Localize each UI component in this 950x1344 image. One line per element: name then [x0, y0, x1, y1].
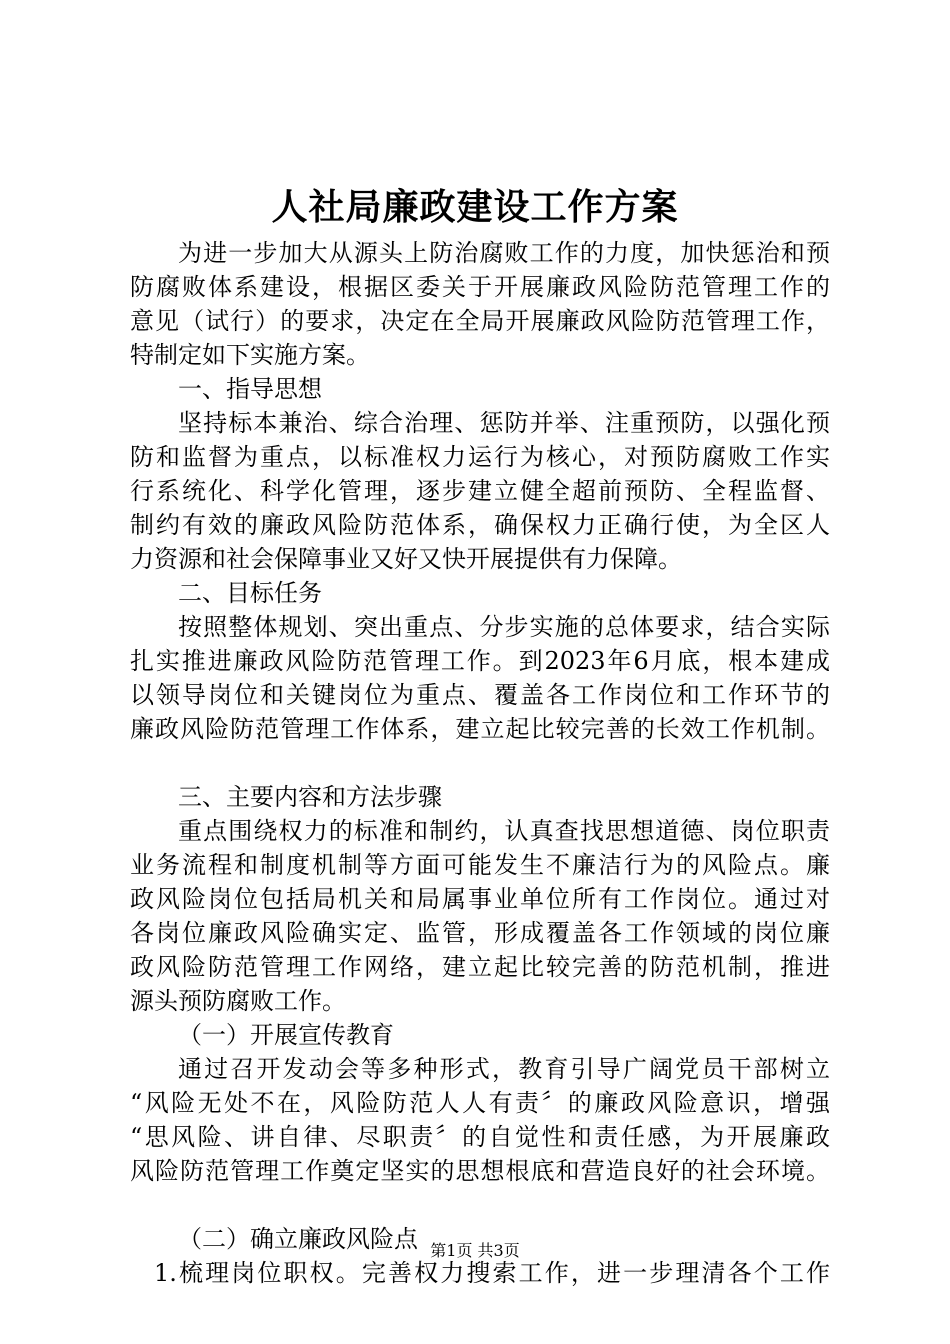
paragraph-line: 力资源和社会保障事业又好又快开展提供有力保障。	[130, 545, 682, 573]
blank-line	[130, 1188, 830, 1222]
subsection-heading: （一）开展宣传教育	[178, 1021, 394, 1049]
page-footer: 第1页 共3页	[430, 1241, 520, 1260]
paragraph-line: “思风险、讲自律、尽职责〞的自觉性和责任感，为开展廉政	[130, 1123, 830, 1151]
paragraph-line: 廉政风险防范管理工作体系，建立起比较完善的长效工作机制。	[130, 715, 830, 743]
paragraph-line: 政风险岗位包括局机关和局属事业单位所有工作岗位。通过对	[130, 885, 830, 913]
paragraph-line: “风险无处不在，风险防范人人有责〞的廉政风险意识，增强	[130, 1089, 830, 1117]
paragraph-line: 特制定如下实施方案。	[130, 341, 370, 369]
subsection-heading: （二）确立廉政风险点	[178, 1225, 418, 1253]
paragraph-line: 风险防范管理工作奠定坚实的思想根底和营造良好的社会环境。	[130, 1157, 830, 1185]
paragraph-line: 1.梳理岗位职权。完善权力搜索工作，进一步理清各个工作	[154, 1259, 830, 1287]
paragraph-line: 通过召开发动会等多种形式，教育引导广阔党员干部树立	[178, 1055, 830, 1083]
paragraph-line: 重点围绕权力的标准和制约，认真查找思想道德、岗位职责	[178, 817, 830, 845]
paragraph-line: 源头预防腐败工作。	[130, 987, 346, 1015]
paragraph-line: 按照整体规划、突出重点、分步实施的总体要求，结合实际	[178, 613, 830, 641]
paragraph-line: 以领导岗位和关键岗位为重点、覆盖各工作岗位和工作环节的	[130, 681, 830, 709]
document-title: 人社局廉政建设工作方案	[271, 186, 679, 228]
paragraph-line: 制约有效的廉政风险防范体系，确保权力正确行使，为全区人	[130, 511, 830, 539]
paragraph-line: 各岗位廉政风险确实定、监管，形成覆盖各工作领域的岗位廉	[130, 919, 830, 947]
document-body	[130, 236, 830, 1290]
blank-line	[130, 746, 830, 780]
section-heading: 一、指导思想	[178, 375, 322, 403]
paragraph-line: 防和监督为重点，以标准权力运行为核心，对预防腐败工作实	[130, 443, 830, 471]
section-heading: 三、主要内容和方法步骤	[178, 783, 442, 811]
paragraph-line: 扎实推进廉政风险防范管理工作。到2023年6月底，根本建成	[130, 647, 830, 675]
paragraph-line: 政风险防范管理工作网络，建立起比较完善的防范机制，推进	[130, 953, 830, 981]
paragraph-line: 业务流程和制度机制等方面可能发生不廉洁行为的风险点。廉	[130, 851, 830, 879]
section-heading: 二、目标任务	[178, 579, 322, 607]
paragraph-line: 防腐败体系建设，根据区委关于开展廉政风险防范管理工作的	[130, 273, 830, 301]
paragraph-line: 行系统化、科学化管理，逐步建立健全超前预防、全程监督、	[130, 477, 830, 505]
paragraph-line: 坚持标本兼治、综合治理、惩防并举、注重预防，以强化预	[178, 409, 830, 437]
paragraph-line: 意见（试行）的要求，决定在全局开展廉政风险防范管理工作，	[130, 307, 830, 335]
paragraph-line: 为进一步加大从源头上防治腐败工作的力度，加快惩治和预	[178, 239, 830, 267]
